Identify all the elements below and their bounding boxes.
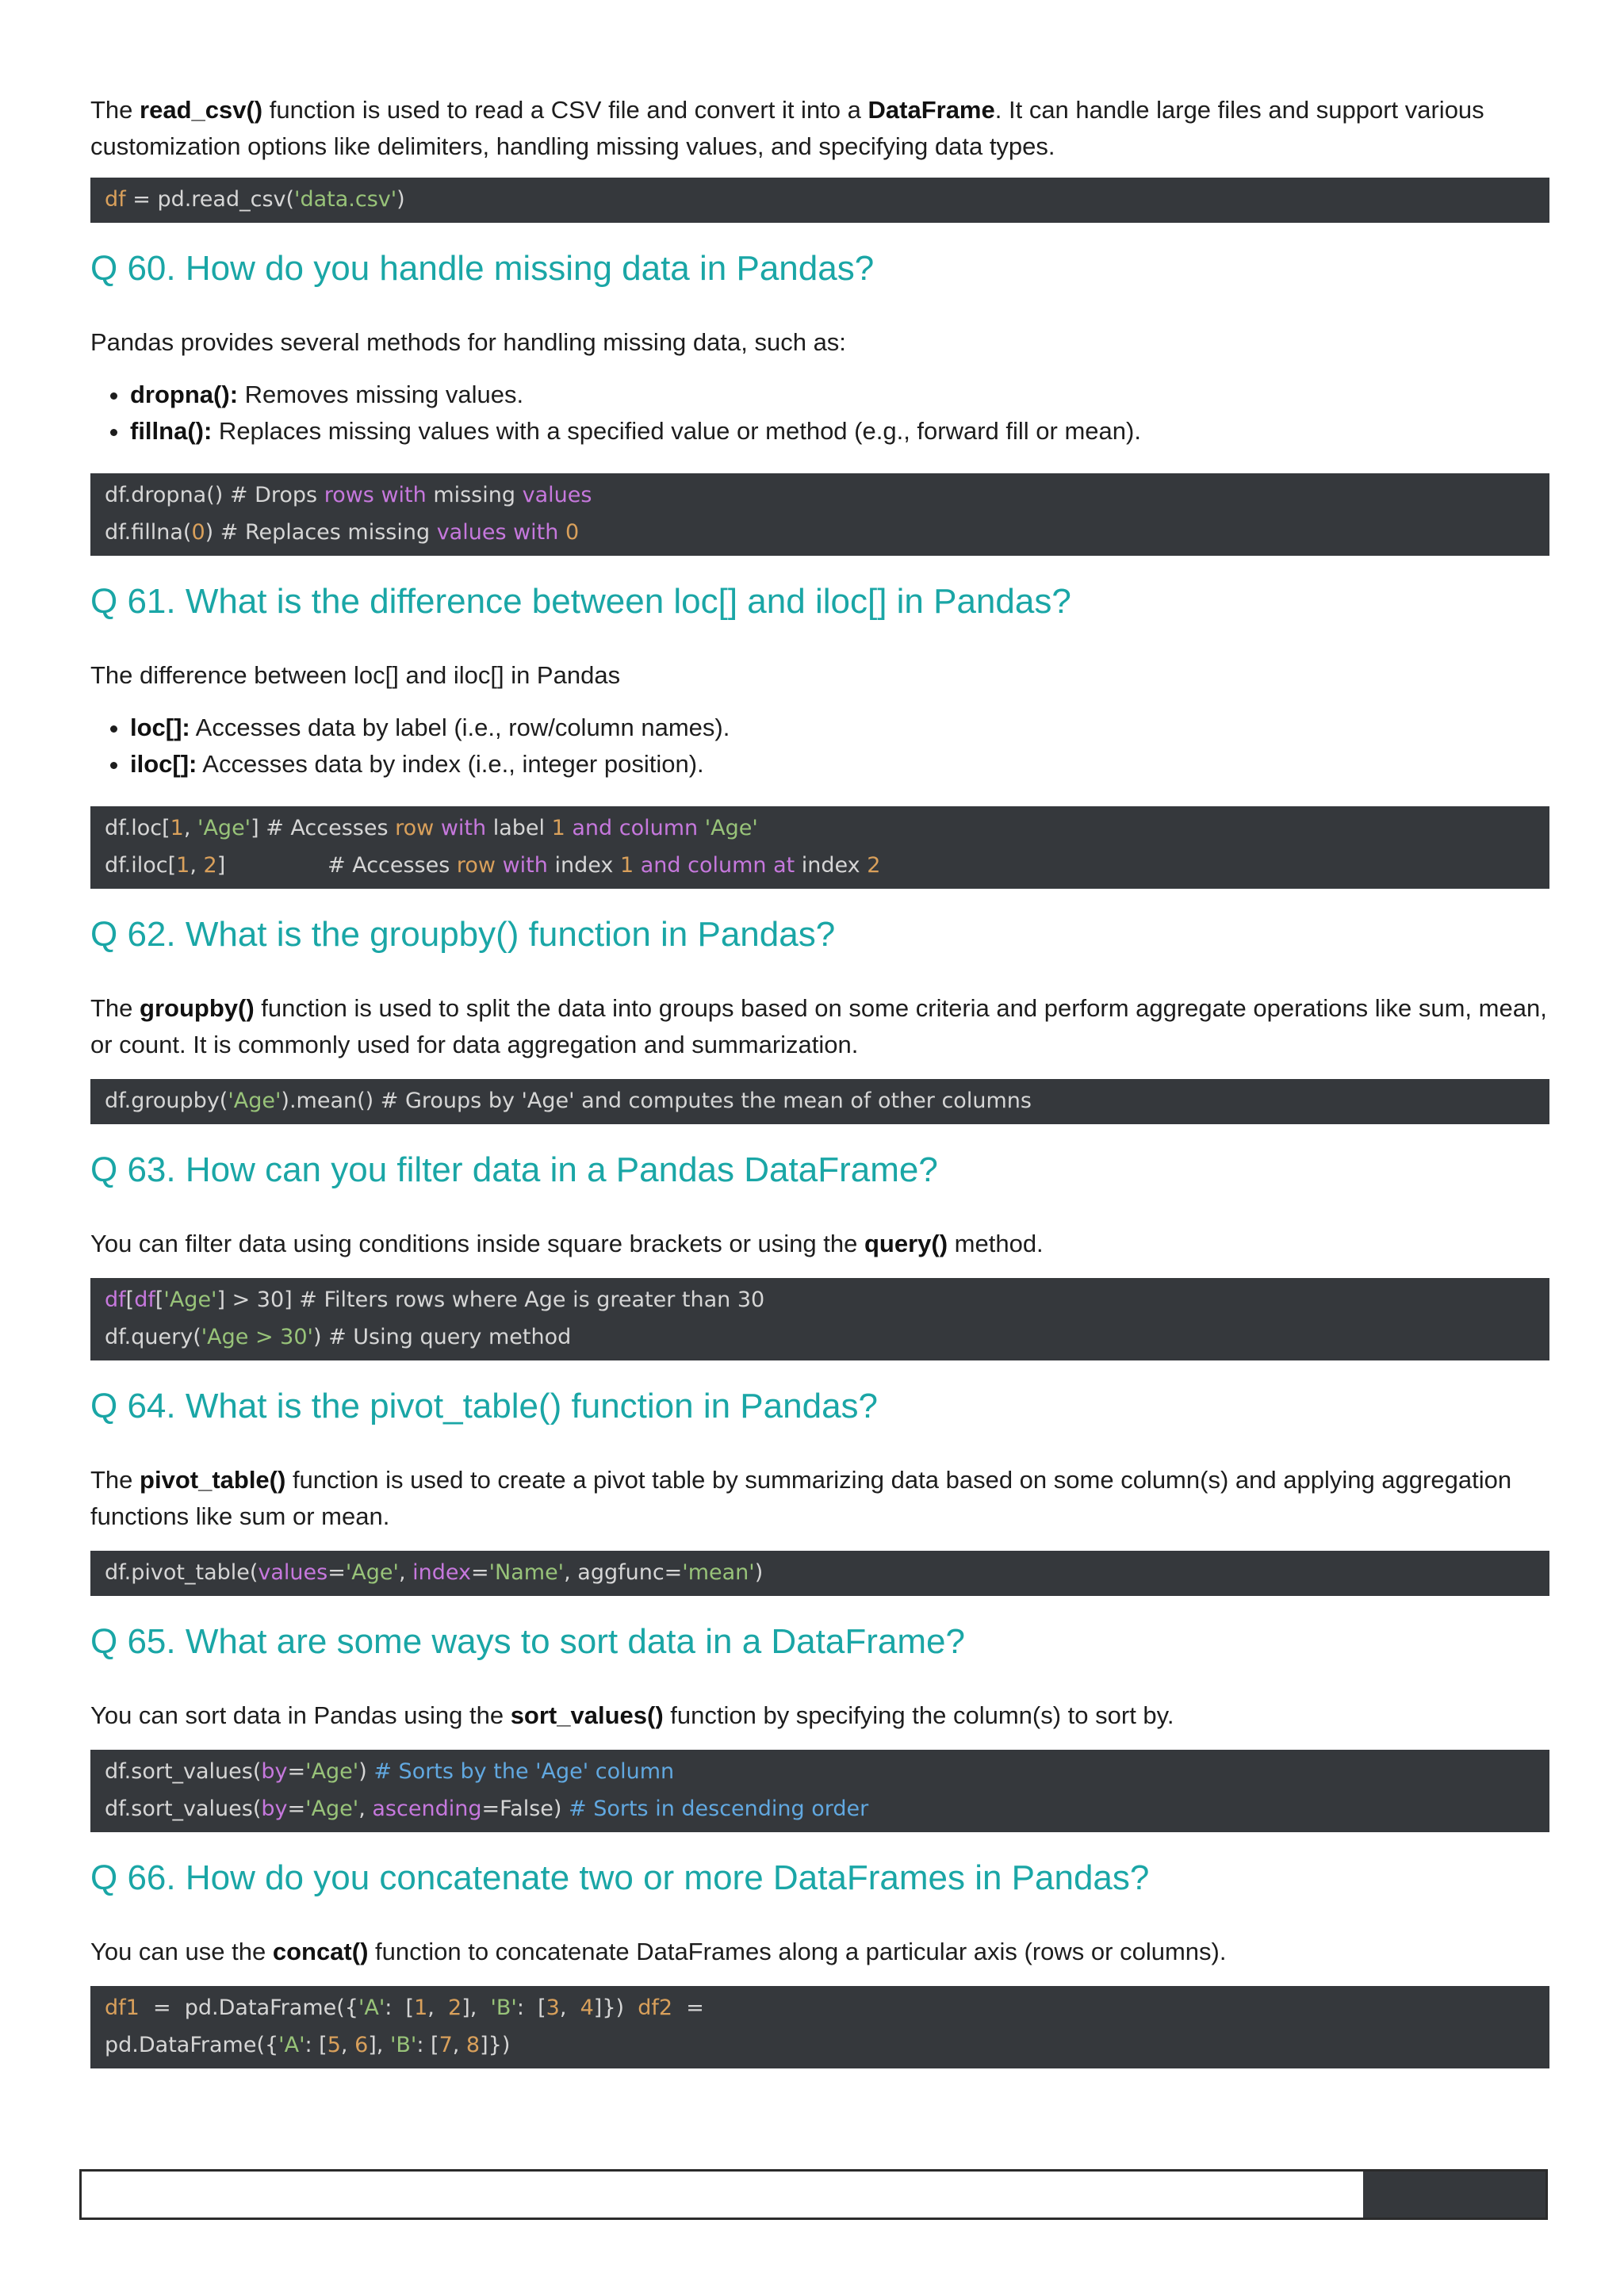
- list-item: [130, 710, 1549, 746]
- code-token: ) # Replaces missing: [205, 520, 437, 545]
- bold-term: query(): [864, 1230, 948, 1257]
- code-token: 'A': [358, 1996, 385, 2020]
- code-token: df1: [105, 1996, 140, 2020]
- code-token: ): [754, 1560, 764, 1585]
- code-token: index: [412, 1560, 471, 1585]
- code-token: 5: [327, 2033, 341, 2057]
- code-token: 'Age': [163, 1288, 217, 1312]
- code-token: 'Age': [197, 816, 251, 840]
- text: You can use the: [90, 1938, 273, 1965]
- code-token: =False): [481, 1797, 569, 1821]
- code-token: ascending: [372, 1797, 482, 1821]
- code-token: : [: [416, 2033, 439, 2057]
- code-token: df2: [638, 1996, 673, 2020]
- code-token: 'A': [278, 2033, 305, 2057]
- code-token: ) # Using query method: [312, 1325, 572, 1349]
- page-footer-bar: [79, 2169, 1548, 2220]
- code-token: df.sort_values(: [105, 1759, 262, 1784]
- code-token: df: [105, 187, 126, 212]
- code-token: =: [470, 1560, 489, 1585]
- list-item: [130, 746, 1549, 783]
- code-token: 1: [414, 1996, 428, 2020]
- document-page: [90, 87, 1549, 2068]
- bold-term: DataFrame: [868, 96, 995, 124]
- question-heading-65: Q 65. What are some ways to sort data in a DataFrame?: [90, 1622, 965, 1661]
- code-token: values: [258, 1560, 328, 1585]
- q61-intro: The difference between loc[] and iloc[] in Pandas: [90, 661, 621, 689]
- code-block-q60: [90, 473, 1549, 556]
- code-token: df.fillna(: [105, 520, 192, 545]
- bold-term: fillna():: [130, 417, 213, 445]
- footer-page-number-box: [1363, 2172, 1545, 2218]
- code-block-q65: [90, 1750, 1549, 1832]
- code-token: =: [672, 1996, 704, 2020]
- bold-term: pivot_table(): [140, 1466, 286, 1494]
- q60-bullet-list: [90, 377, 1549, 450]
- bold-term: read_csv(): [140, 96, 263, 124]
- q64-description: [90, 1462, 1549, 1535]
- code-block-q64: [90, 1551, 1549, 1596]
- code-token: [558, 520, 565, 545]
- code-token: ] > 30] # Filters rows where Age is greater than 30: [216, 1288, 765, 1312]
- text: function to concatenate DataFrames along a particular axis (rows or columns).: [368, 1938, 1227, 1965]
- code-token: [634, 853, 641, 878]
- question-heading-62: Q 62. What is the groupby() function in Pandas?: [90, 915, 836, 954]
- code-token: ).mean() # Groups by 'Age' and computes the mean of other columns: [281, 1089, 1032, 1113]
- code-token: =: [287, 1759, 306, 1784]
- code-token: =: [327, 1560, 346, 1585]
- code-token: ]}): [480, 2033, 511, 2057]
- question-heading-66: Q 66. How do you concatenate two or more DataFrames in Pandas?: [90, 1858, 1150, 1897]
- code-token: df.loc[: [105, 816, 170, 840]
- code-block-q66: [90, 1986, 1549, 2068]
- code-token: 'Name': [488, 1560, 565, 1585]
- code-token: 1: [551, 816, 565, 840]
- text: Replaces missing values with a specified value or method (e.g., forward fill or mean).: [212, 417, 1141, 445]
- code-token: = pd.DataFrame({: [139, 1996, 358, 2020]
- code-token: ): [396, 187, 405, 212]
- bold-term: sort_values(): [510, 1701, 664, 1729]
- bold-term: iloc[]:: [130, 750, 197, 778]
- code-token: df.dropna() # Drops: [105, 483, 324, 507]
- code-token: values: [522, 483, 592, 507]
- code-token: [496, 853, 503, 878]
- code-token: df.iloc[: [105, 853, 177, 878]
- code-token: ): [358, 1759, 374, 1784]
- code-token: rows with: [324, 483, 427, 507]
- code-token: by: [261, 1797, 288, 1821]
- code-token: ],: [368, 2033, 390, 2057]
- code-token: label: [486, 816, 552, 840]
- code-token: 'B': [490, 1996, 517, 2020]
- code-token: df: [134, 1288, 155, 1312]
- code-block-q61: [90, 806, 1549, 889]
- code-token: [: [125, 1288, 135, 1312]
- code-token: =: [287, 1797, 306, 1821]
- code-token: 2: [203, 853, 217, 878]
- code-token: with: [502, 853, 548, 878]
- code-token: 3: [546, 1996, 560, 2020]
- text: function is used to read a CSV file and convert it into a: [262, 96, 868, 124]
- code-token: ,: [340, 2033, 355, 2057]
- code-token: [: [155, 1288, 164, 1312]
- code-comment: # Sorts in descending order: [569, 1797, 869, 1821]
- code-token: ,: [427, 1996, 449, 2020]
- q65-description: [90, 1697, 1549, 1734]
- code-token: and column: [572, 816, 699, 840]
- list-item: [130, 377, 1549, 413]
- code-token: df.pivot_table(: [105, 1560, 259, 1585]
- code-token: index: [547, 853, 620, 878]
- code-token: , aggfunc=: [564, 1560, 683, 1585]
- code-token: 6: [354, 2033, 369, 2057]
- code-token: ,: [190, 853, 204, 878]
- code-token: [698, 816, 705, 840]
- code-block-q63: [90, 1278, 1549, 1360]
- code-token: 'Age': [305, 1797, 359, 1821]
- code-token: ,: [559, 1996, 580, 2020]
- code-token: 'Age > 30': [201, 1325, 313, 1349]
- code-token: 'Age': [305, 1759, 359, 1784]
- text: function by specifying the column(s) to sort by.: [663, 1701, 1174, 1729]
- code-token: ,: [358, 1797, 373, 1821]
- text: The: [90, 1466, 140, 1494]
- text: The: [90, 96, 140, 124]
- code-token: 'Age': [704, 816, 758, 840]
- q63-description: [90, 1226, 1549, 1262]
- code-comment: # Sorts by the 'Age' column: [373, 1759, 675, 1784]
- code-token: = pd.read_csv(: [125, 187, 295, 212]
- code-token: 8: [465, 2033, 481, 2057]
- code-token: 2: [867, 853, 881, 878]
- code-token: : [: [304, 2033, 327, 2057]
- code-token: index: [795, 853, 868, 878]
- text: Accesses data by index (i.e., integer position).: [197, 750, 704, 778]
- code-token: row: [456, 853, 496, 878]
- code-token: row: [395, 816, 435, 840]
- code-token: 'Age': [228, 1089, 282, 1113]
- code-token: ] # Accesses: [216, 853, 457, 878]
- code-token: 'Age': [345, 1560, 399, 1585]
- code-token: df.groupby(: [105, 1089, 228, 1113]
- text: The: [90, 994, 140, 1022]
- question-heading-63: Q 63. How can you filter data in a Pandas DataFrame?: [90, 1150, 938, 1189]
- code-token: ,: [398, 1560, 413, 1585]
- code-token: ,: [452, 2033, 466, 2057]
- code-token: : [: [385, 1996, 415, 2020]
- code-token: df.sort_values(: [105, 1797, 262, 1821]
- code-token: 1: [176, 853, 190, 878]
- code-token: 1: [170, 816, 184, 840]
- question-heading-61: Q 61. What is the difference between loc[] and iloc[] in Pandas?: [90, 582, 1071, 621]
- read-csv-description: [90, 92, 1549, 165]
- code-token: ,: [183, 816, 198, 840]
- q62-description: [90, 990, 1549, 1063]
- code-token: 0: [191, 520, 205, 545]
- code-token: ]}): [593, 1996, 638, 2020]
- code-token: with: [440, 816, 487, 840]
- text: You can sort data in Pandas using the: [90, 1701, 511, 1729]
- code-token: 2: [448, 1996, 462, 2020]
- text: function is used to split the data into groups based on some criteria and perform aggregate operations like sum, mean, or count. It is commonly used for data aggregation and summarization.: [90, 994, 1547, 1058]
- code-token: df: [105, 1288, 126, 1312]
- text: method.: [948, 1230, 1044, 1257]
- bold-term: groupby(): [140, 994, 255, 1022]
- q66-description: [90, 1934, 1549, 1970]
- text: Accesses data by label (i.e., row/column names).: [190, 714, 730, 741]
- code-token: 'B': [389, 2033, 417, 2057]
- code-token: values with: [436, 520, 559, 545]
- q61-bullet-list: [90, 710, 1549, 783]
- code-token: 'mean': [682, 1560, 755, 1585]
- code-token: [434, 816, 441, 840]
- question-heading-64: Q 64. What is the pivot_table() function in Pandas?: [90, 1387, 879, 1425]
- bold-term: dropna():: [130, 381, 239, 408]
- code-token: 4: [580, 1996, 594, 2020]
- question-heading-60: Q 60. How do you handle missing data in Pandas?: [90, 249, 875, 288]
- code-token: pd.DataFrame({: [105, 2033, 279, 2057]
- code-token: df.query(: [105, 1325, 201, 1349]
- text: function is used to create a pivot table by summarizing data based on some column(s) and applying aggregation functions like sum or mean.: [90, 1466, 1512, 1530]
- code-block-q62: [90, 1079, 1549, 1124]
- code-token: and column at: [640, 853, 795, 878]
- code-token: 'data.csv': [294, 187, 397, 212]
- text: . It can handle large files and support various customization options like delimiters, handling missing values, and specifying data types.: [90, 96, 1484, 160]
- list-item: [130, 413, 1549, 450]
- code-token: 1: [619, 853, 634, 878]
- bold-term: concat(): [272, 1938, 369, 1965]
- code-token: missing: [426, 483, 523, 507]
- code-token: ] # Accesses: [251, 816, 396, 840]
- code-token: ],: [462, 1996, 491, 2020]
- text: Removes missing values.: [238, 381, 524, 408]
- bold-term: loc[]:: [130, 714, 190, 741]
- code-token: 0: [565, 520, 580, 545]
- text: You can filter data using conditions inside square brackets or using the: [90, 1230, 864, 1257]
- code-token: by: [261, 1759, 288, 1784]
- code-token: 7: [439, 2033, 453, 2057]
- code-token: : [: [516, 1996, 546, 2020]
- code-block-read-csv: [90, 178, 1549, 223]
- q60-intro: Pandas provides several methods for handling missing data, such as:: [90, 328, 846, 356]
